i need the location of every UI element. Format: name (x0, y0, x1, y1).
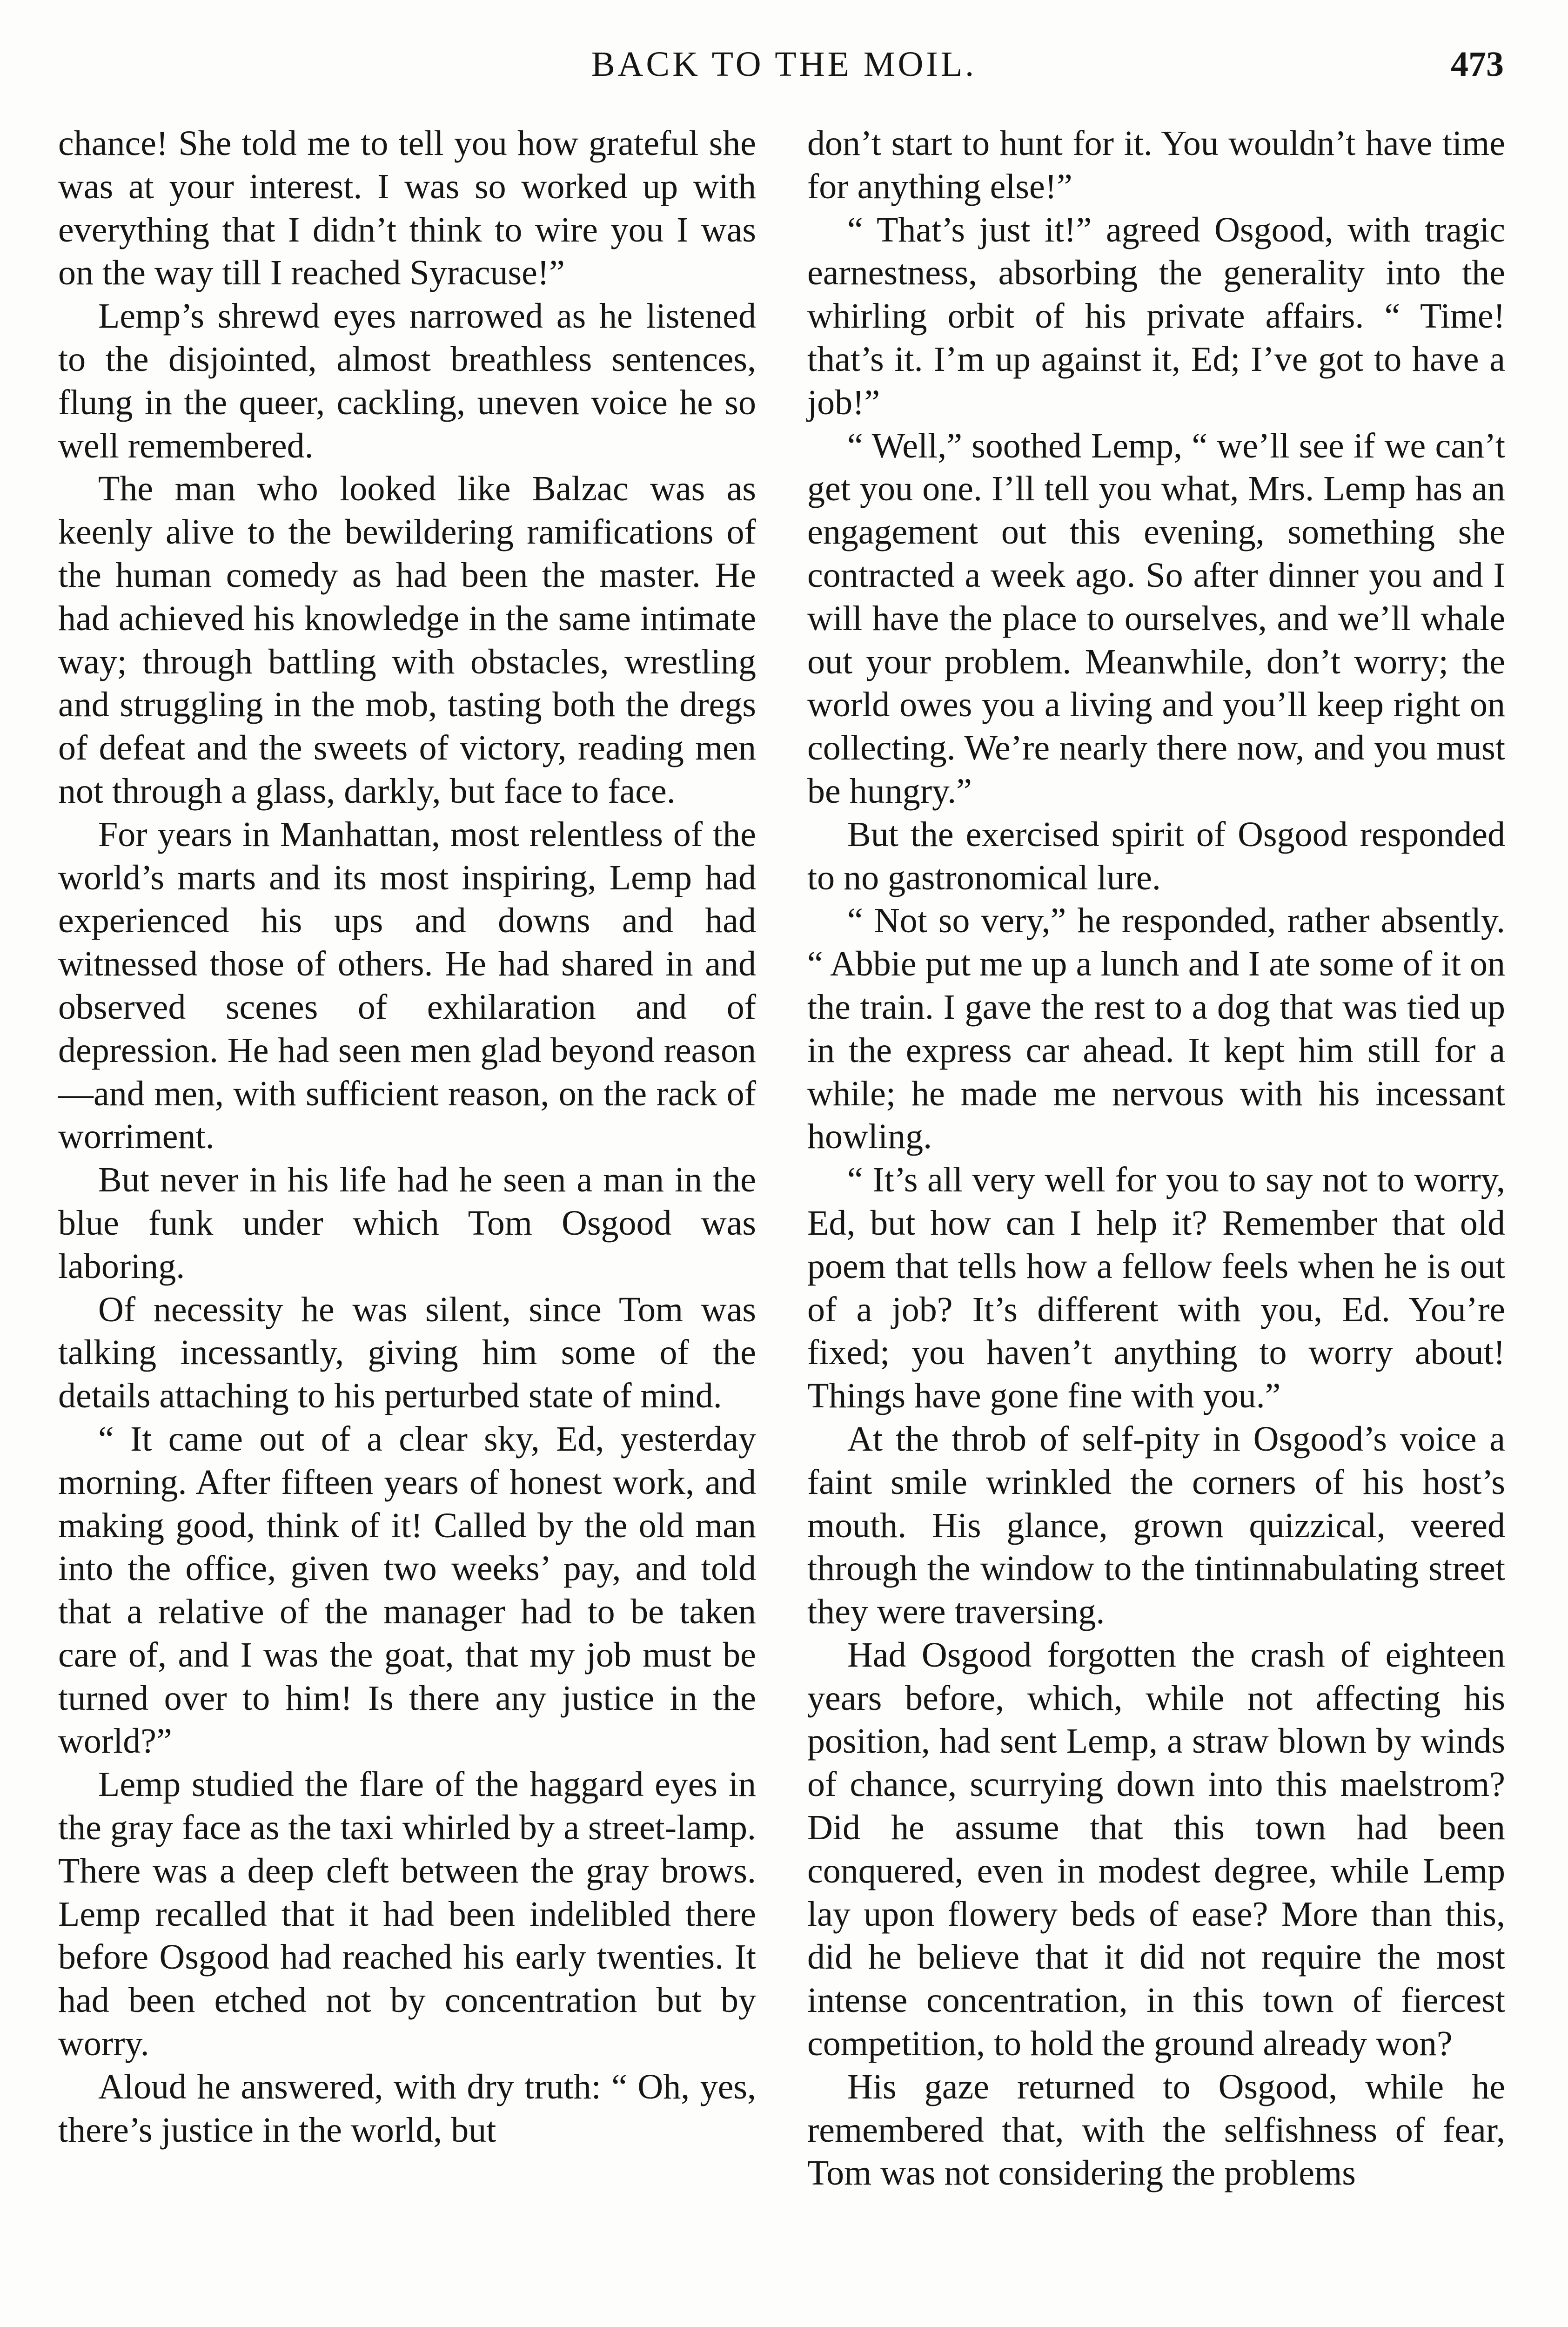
running-head (60, 44, 1508, 91)
paragraph: Lemp studied the flare of the haggard eyes in the gray face as the taxi whirled by a street-lamp. There was a deep cleft between the gray brows. Lemp recalled that it had been indelibled there before Osgood had reached his early twenties. It had been etched not by concentration but by worry. (58, 1765, 756, 2064)
paragraph: “ Not so very,” he responded, rather absently. “ Abbie put me up a lunch and I ate some of it on the train. I gave the rest to a dog that was tied up in the express car ahead. It kept him still for a while; he made me nervous with his incessant howling. (807, 901, 1505, 1157)
paragraph: “ Well,” soothed Lemp, “ we’ll see if we can’t get you one. I’ll tell you what, Mrs. Lemp has an engagement out this evening, something she contracted a week ago. So after dinner you and I will have the place to ourselves, and we’ll whale out your problem. Meanwhile, don’t worry; the world owes you a living and you’ll keep right on collecting. We’re nearly there now, and you must be hungry.” (807, 426, 1505, 811)
paragraph: “ That’s just it!” agreed Osgood, with tragic earnestness, absorbing the generality into the whirling orbit of his private affairs. “ Time! that’s it. I’m up against it, Ed; I’ve got to have a job!” (807, 210, 1505, 422)
paragraph: His gaze returned to Osgood, while he remembered that, with the selfishness of fear, Tom was not considering the problems (807, 2067, 1505, 2193)
paragraph: “ It’s all very well for you to say not to worry, Ed, but how can I help it? Remember that old poem that tells how a fellow feels when he is out of a job? It’s different with you, Ed. You’re fixed; you haven’t anything to worry about! Things have gone fine with you.” (807, 1160, 1505, 1416)
paragraph: But never in his life had he seen a man in the blue funk under which Tom Osgood was laboring. (58, 1160, 756, 1286)
paragraph: Aloud he answered, with dry truth: “ Oh, yes, there’s justice in the world, but (58, 2067, 756, 2150)
running-title: BACK TO THE MOIL. (591, 45, 977, 84)
paragraph: But the exercised spirit of Osgood responded to no gastronomical lure. (807, 814, 1505, 897)
paragraph: The man who looked like Balzac was as keenly alive to the bewildering ramifications of the human comedy as had been the master. He had achieved his knowledge in the same intimate way; through battling with obstacles, wrestling and struggling in the mob, tasting both the dregs of defeat and the sweets of victory, reading men not through a glass, darkly, but face to face. (58, 469, 756, 811)
page-number: 473 (1451, 45, 1504, 84)
left-column (58, 122, 756, 2152)
paragraph: For years in Manhattan, most relentless of the world’s marts and its most inspiring, Lemp had experienced his ups and downs and had witnessed those of others. He had shared in and observed scenes of exhilaration and of depression. He had seen men glad beyond reason—and men, with sufficient reason, on the rack of worriment. (58, 814, 756, 1157)
paragraph: don’t start to hunt for it. You wouldn’t have time for anything else!” (807, 124, 1505, 206)
paragraph: Of necessity he was silent, since Tom was talking incessantly, giving him some of the details attaching to his perturbed state of mind. (58, 1290, 756, 1416)
paragraph: “ It came out of a clear sky, Ed, yesterday morning. After fifteen years of honest work, and making good, think of it! Called by the old man into the office, given two weeks’ pay, and told that a relative of the manager had to be taken care of, and I was the goat, that my job must be turned over to him! Is there any justice in the world?” (58, 1419, 756, 1761)
paragraph: At the throb of self-pity in Osgood’s voice a faint smile wrinkled the corners of his host’s mouth. His glance, grown quizzical, veered through the window to the tintinnabulating street they were traversing. (807, 1419, 1505, 1632)
right-column (807, 122, 1505, 2195)
paragraph: Had Osgood forgotten the crash of eighteen years before, which, while not affecting his position, had sent Lemp, a straw blown by winds of chance, scurrying down into this maelstrom? Did he assume that this town had been conquered, even in modest degree, while Lemp lay upon flowery beds of ease? More than this, did he believe that it did not require the most intense concentration, in this town of fiercest competition, to hold the ground already won? (807, 1635, 1505, 2064)
paragraph: Lemp’s shrewd eyes narrowed as he listened to the disjointed, almost breathless sentences, flung in the queer, cackling, uneven voice he so well remembered. (58, 296, 756, 465)
paragraph: chance! She told me to tell you how grateful she was at your interest. I was so worked up with everything that I didn’t think to wire you I was on the way till I reached Syracuse!” (58, 124, 756, 293)
